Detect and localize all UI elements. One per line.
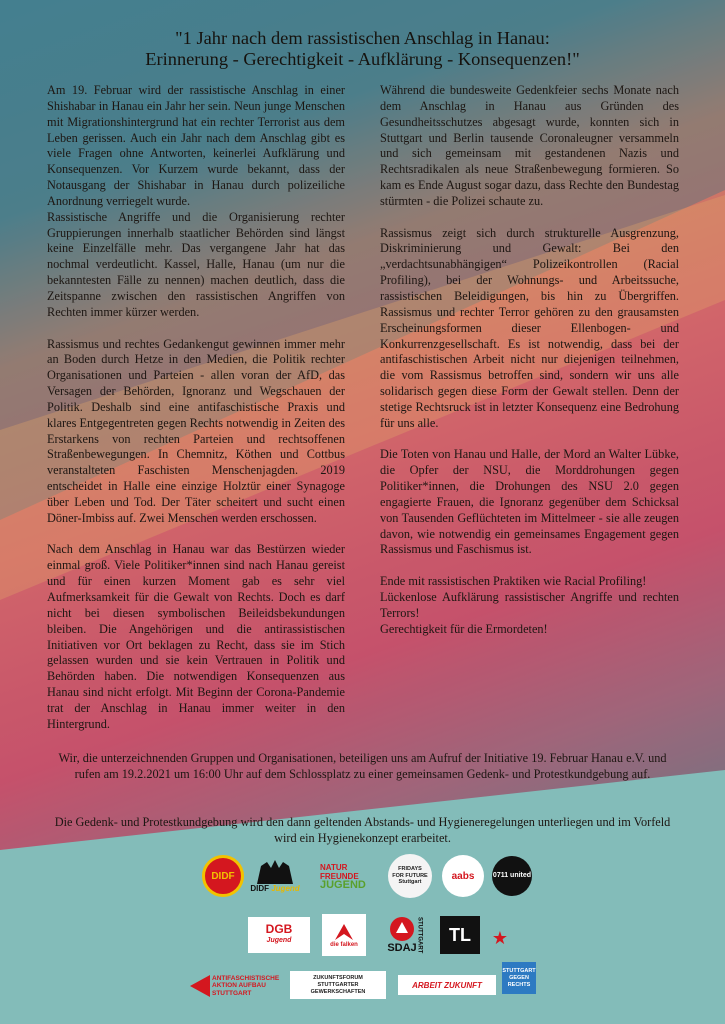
didf-jugend-b: Jugend <box>271 883 300 893</box>
naturfreundejugend-logo <box>306 856 380 896</box>
didf-logo-text: DIDF <box>211 870 235 882</box>
sgr-line-1: STUTTGART <box>502 967 536 974</box>
antifaschistische-aktion-logo <box>190 968 280 1004</box>
dgb-sub: Jugend <box>266 937 292 944</box>
sdaj-logo <box>378 912 432 958</box>
paragraph: Rassismus und rechtes Gedankengut gewinnen immer mehr an Boden durch Hetze in den Medien, die Politik rechter Organisationen und Parteien - allen voran der AfD, das Versagen der Behörden, Ignoranz und Wegschauen der Politik. Deshalb sind eine antifaschistische Praxis und klares Entgegentreten gegen Rechts notwendig in Zeiten des Erstarkens von rechten Parteien und rechtsoffenen Straßenbewegungen. In Chemnitz, Köthen und Cottbus veranstalteten Faschisten Menschenjagden. 2019 entscheidet in Halle eine einzige Holztür einer Synagoge über Leben und Tod. Der Täter scheitert und sucht einen Döner-Imbiss auf. Zwei Menschen werden erschossen. <box>47 336 345 525</box>
red-star-icon: ★ <box>491 928 509 948</box>
sdaj-text: SDAJ <box>387 942 417 954</box>
tl-text: TL <box>449 924 471 945</box>
zukunftsforum-logo <box>290 971 386 999</box>
aas-line-3: STUTTGART <box>212 989 252 997</box>
demand-line: Gerechtigkeit für die Ermordeten! <box>380 621 548 636</box>
right-text-column <box>380 83 679 638</box>
sgr-line-2: GEGEN <box>509 974 529 981</box>
sdaj-emblem-icon <box>389 916 415 942</box>
dgb-jugend-logo <box>248 917 310 953</box>
demand-line: Lückenlose Aufklärung rassistischer Angriffe und rechten Terrors! <box>380 590 679 620</box>
title-line-2: Erinnerung - Gerechtigkeit - Aufklärung - Konsequenzen!" <box>145 49 580 69</box>
nf-line-3: JUGEND <box>320 878 366 891</box>
didf-jugend-a: DIDF <box>250 883 269 893</box>
poster-title <box>60 28 665 70</box>
tl-logo <box>440 916 480 954</box>
aas-line-2: AKTION AUFBAU <box>212 982 266 990</box>
nf-line-1: NATUR <box>320 862 348 872</box>
fridays-for-future-logo <box>388 854 432 898</box>
aabs-logo <box>442 855 484 897</box>
sdaj-city: STUTTGART <box>416 916 423 954</box>
aabs-text: aabs <box>451 870 475 882</box>
stuttgart-gegen-rechts-logo <box>502 962 536 994</box>
left-text-column <box>47 83 345 748</box>
fff-city: Stuttgart <box>398 879 422 886</box>
falken-logo <box>322 914 366 956</box>
paragraph: Nach dem Anschlag in Hanau war das Bestürzen wieder einmal groß. Viele Politiker*innen sind nach Hanau gereist und für einen kurzen Moment gab es sehr viel Aufmerksamkeit für die Gewalt von Rechts. Doch es darf nicht bei diesen symbolischen Beileidsbekundungen bleiben. Die Angehörigen und die antirassistischen Initiativen vor Ort beklagen zu Recht, dass sie im Stich gelassen wurden und sie kein Vertrauen in Politik und Behörden haben. Die notwendigen Konsequenzen aus Hanau sind nicht erfolgt. Mit Beginn der Corona-Pandemie trat der Anschlag in Hanau immer weiter in den Hintergrund. <box>47 542 345 731</box>
didf-jugend-logo <box>250 852 300 898</box>
aas-line-1: ANTIFASCHISTISCHE <box>212 974 280 982</box>
nf-line-2: FREUNDE <box>320 871 359 881</box>
0711-united-logo <box>492 856 532 896</box>
falken-text: die falken <box>330 942 358 948</box>
sgr-line-3: RECHTS <box>507 981 531 988</box>
didf-logo <box>202 855 244 897</box>
paragraph: Während die bundesweite Gedenkfeier sechs Monate nach dem Anschlag in Hanau aus Gründen des Gesundheitsschutzes abgesagt wurde, konnten sich in Stuttgart und Berlin tausende Coronaleugner versammeln und sich gemeinsam mit gestandenen Nazis und Rechtsradikalen als neue Straßenbewegung formieren. So kam es Ende August sogar dazu, dass Rechte den Bundestag stürmten - die Polizei schaute zu. <box>380 83 679 208</box>
title-line-1: "1 Jahr nach dem rassistischen Anschlag in Hanau: <box>175 28 550 48</box>
hygiene-note: Die Gedenk- und Protestkundgebung wird den dann geltenden Abstands- und Hygieneregelungen unterliegen und im Vorfeld wird ein Hygienekonzept erarbeitet. <box>54 815 671 845</box>
dgb-text: DGB <box>265 922 293 936</box>
falcon-icon <box>333 922 355 942</box>
arbeit-zukunft-logo <box>398 975 496 995</box>
fff-name: FRIDAYS FOR FUTURE <box>392 866 428 879</box>
paragraph: Rassistische Angriffe und die Organisierung rechter Gruppierungen innerhalb staatlicher Behörden sind längst keine Einzelfälle mehr. Das vergangene Jahr hat das nochmal verdeutlicht. Kassel, Halle, Hanau (um nur die bekanntesten Fälle zu nennen) machen deutlich, dass die Zeitspanne zwischen den rassistischen Angriffen von Rechten immer kürzer werden. <box>47 209 345 319</box>
triangle-icon <box>190 975 210 997</box>
arbeit-zukunft-text: ARBEIT ZUKUNFT <box>412 980 482 990</box>
paragraph: Rassismus zeigt sich durch strukturelle Ausgrenzung, Diskriminierung und Gewalt: Bei den „verdachtsunabhängigen“ Polizeikontrollen (Racial Profiling), bei der Wohnungs- und Arbeitssuche, rassistischen Beleidigungen, bis hin zu Übergriffen. Rassismus und rechter Terror gehören zu den grausamsten Erscheinungsformen dieser Ellenbogen- und Konkurrenzgesellschaft. Es ist notwendig, dass bei der antifaschistischen Arbeit nicht nur diejenigen teilnehmen, die vom Rassismus betroffen sind, sondern wir uns alle solidarisch gegen diese Form der Gewalt stellen. Denn der stetige Rechtsruck ist in letzter Konsequenz eine Bedrohung für uns alle. <box>380 225 679 430</box>
paragraph: Am 19. Februar wird der rassistische Anschlag in einer Shishabar in Hanau ein Jahr her sein. Neun junge Menschen mit Migrationshintergrund hat ein rechter Terrorist aus dem Leben gerissen. Auch ein Jahr nach dem Anschlag gibt es viele Fragen ohne Antworten, keinerlei Aufklärung und Konsequenzen. Vor Kurzem wurde bekannt, dass der Notausgang der Shishabar in Hanau durch polizeiliche Anordnung verriegelt wurde. <box>47 83 345 208</box>
call-to-action: Wir, die unterzeichnenden Gruppen und Organisationen, beteiligen uns am Aufruf der Initiative 19. Februar Hanau e.V. und rufen am 19.2.2021 um 16:00 Uhr auf dem Schlossplatz zu einer gemeinsamen Gedenk- und Protestkundgebung auf. <box>58 751 667 781</box>
raised-fists-icon <box>253 858 297 884</box>
zukunftsforum-text: ZUKUNFTSFORUM STUTTGARTER GEWERKSCHAFTEN <box>310 974 366 995</box>
demand-line: Ende mit rassistischen Praktiken wie Racial Profiling! <box>380 574 647 589</box>
united-text: 0711 united <box>492 872 532 879</box>
paragraph: Die Toten von Hanau und Halle, der Mord an Walter Lübke, die Opfer der NSU, die Morddrohungen gegen Politiker*innen, die Drohungen des NSU 2.0 gegen engagierte Frauen, die Ignoranz gegenüber dem Schicksal von Tausenden Geflüchteten im Mittelmeer - sie alle zeugen davon, wie notwendig ein gemeinsames Engagement gegen Rassismus und Faschismus ist. <box>380 447 679 557</box>
